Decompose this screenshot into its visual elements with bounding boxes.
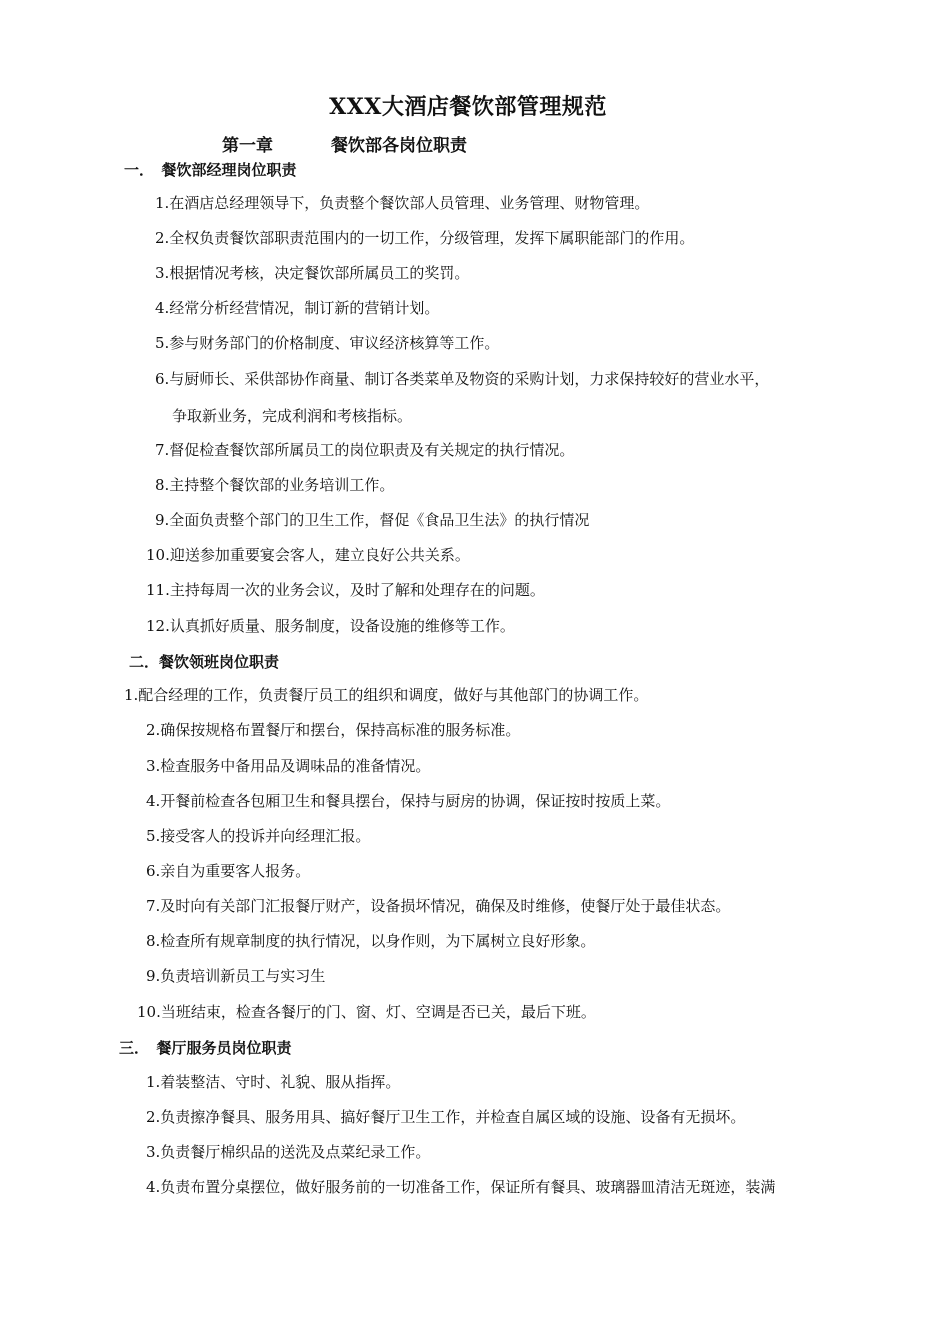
list-item: 2.确保按规格布置餐厅和摆台，保持高标准的服务标准。 xyxy=(146,721,521,739)
list-item: 6.与厨师长、采供部协作商量、制订各类菜单及物资的采购计划，力求保持较好的营业水平， xyxy=(155,370,770,388)
list-item: 3.检查服务中备用品及调味品的准备情况。 xyxy=(146,757,431,775)
section-heading: 一． 餐饮部经理岗位职责 xyxy=(124,161,297,179)
list-item: 4.经常分析经营情况，制订新的营销计划。 xyxy=(155,299,440,317)
list-item: 5.参与财务部门的价格制度、审议经济核算等工作。 xyxy=(155,334,500,352)
list-item: 6.亲自为重要客人报务。 xyxy=(146,862,311,880)
list-item: 1.在酒店总经理领导下，负责整个餐饮部人员管理、业务管理、财物管理。 xyxy=(155,194,650,212)
list-item: 3.根据情况考核，决定餐饮部所属员工的奖罚。 xyxy=(155,264,470,282)
list-item: 7.及时向有关部门汇报餐厅财产，设备损坏情况，确保及时维修，使餐厅处于最佳状态。 xyxy=(146,897,731,915)
section-heading: 二．餐饮领班岗位职责 xyxy=(129,653,280,671)
list-item: 1.着装整洁、守时、礼貌、服从指挥。 xyxy=(146,1073,401,1091)
list-item: 9.全面负责整个部门的卫生工作，督促《食品卫生法》的执行情况 xyxy=(155,511,590,529)
list-item: 8.检查所有规章制度的执行情况，以身作则，为下属树立良好形象。 xyxy=(146,932,596,950)
list-item: 10.迎送参加重要宴会客人，建立良好公共关系。 xyxy=(146,546,470,564)
list-item: 3.负责餐厅棉织品的送洗及点菜纪录工作。 xyxy=(146,1143,431,1161)
list-item: 1.配合经理的工作，负责餐厅员工的组织和调度，做好与其他部门的协调工作。 xyxy=(124,686,649,704)
list-item: 5.接受客人的投诉并向经理汇报。 xyxy=(146,827,371,845)
section-heading: 三． 餐厅服务员岗位职责 xyxy=(119,1039,292,1057)
list-item: 10.当班结束，检查各餐厅的门、窗、灯、空调是否已关，最后下班。 xyxy=(137,1003,596,1021)
list-item: 2.全权负责餐饮部职责范围内的一切工作，分级管理，发挥下属职能部门的作用。 xyxy=(155,229,695,247)
list-item: 9.负责培训新员工与实习生 xyxy=(146,967,326,985)
chapter-label: 第一章 xyxy=(222,136,273,156)
chapter-name: 餐饮部各岗位职责 xyxy=(331,136,467,156)
chapter-heading xyxy=(222,131,467,156)
list-item: 4.负责布置分桌摆位，做好服务前的一切准备工作，保证所有餐具、玻璃器皿清洁无斑迹，装满 xyxy=(146,1178,776,1196)
list-item: 2.负责擦净餐具、服务用具、搞好餐厅卫生工作，并检查自属区域的设施、设备有无损坏。 xyxy=(146,1108,746,1126)
document-title: XXX大酒店餐饮部管理规范 xyxy=(329,94,607,120)
list-item: 8.主持整个餐饮部的业务培训工作。 xyxy=(155,476,395,494)
list-item: 7.督促检查餐饮部所属员工的岗位职责及有关规定的执行情况。 xyxy=(155,441,575,459)
list-item: 11.主持每周一次的业务会议，及时了解和处理存在的问题。 xyxy=(146,581,545,599)
list-item: 12.认真抓好质量、服务制度，设备设施的维修等工作。 xyxy=(146,617,515,635)
list-item: 4.开餐前检查各包厢卫生和餐具摆台，保持与厨房的协调，保证按时按质上菜。 xyxy=(146,792,671,810)
list-item-continuation: 争取新业务，完成利润和考核指标。 xyxy=(172,407,413,425)
